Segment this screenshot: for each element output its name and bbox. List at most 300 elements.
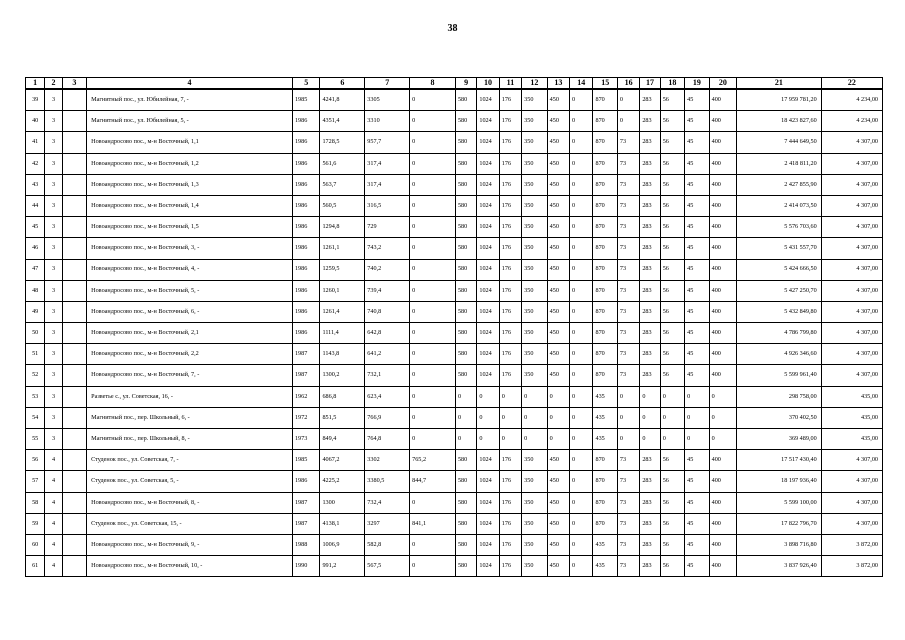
table-cell: 3 <box>45 280 62 301</box>
table-cell: 1024 <box>477 301 499 322</box>
table-cell: 450 <box>547 344 569 365</box>
table-cell: 0 <box>410 429 456 450</box>
table-cell: 4 307,00 <box>821 323 882 344</box>
table-cell: 870 <box>593 323 617 344</box>
address-cell: Новоандросово пос., м-н Восточный, 8, - <box>87 492 293 513</box>
table-cell: 46 <box>26 238 45 259</box>
table-cell: 0 <box>709 407 737 428</box>
table-cell: 1990 <box>292 556 320 577</box>
table-cell: 0 <box>660 386 684 407</box>
table-cell: 283 <box>640 280 660 301</box>
address-cell: Новоандросово пос., м-н Восточный, 1,5 <box>87 217 293 238</box>
table-cell: 43 <box>26 174 45 195</box>
table-cell: 45 <box>685 153 709 174</box>
table-cell: 0 <box>522 429 547 450</box>
table-cell: 1962 <box>292 386 320 407</box>
table-cell: 400 <box>709 195 737 216</box>
table-cell: 1986 <box>292 132 320 153</box>
table-cell: 0 <box>640 386 660 407</box>
table-cell: 0 <box>410 344 456 365</box>
table-row <box>26 407 883 428</box>
table-cell: 53 <box>26 386 45 407</box>
table-cell: 0 <box>410 365 456 386</box>
table-cell: 56 <box>660 513 684 534</box>
table-cell: 56 <box>660 280 684 301</box>
table-cell: 3 <box>45 386 62 407</box>
table-cell: 580 <box>455 217 476 238</box>
table-cell: 3 <box>45 217 62 238</box>
table-cell: 435 <box>593 407 617 428</box>
table-cell: 73 <box>617 132 639 153</box>
table-cell <box>62 153 86 174</box>
table-cell: 350 <box>522 492 547 513</box>
table-cell: 47 <box>26 259 45 280</box>
table-cell: 1294,8 <box>320 217 365 238</box>
table-cell: 851,5 <box>320 407 365 428</box>
table-cell: 73 <box>617 344 639 365</box>
table-cell: 3302 <box>365 450 410 471</box>
table-cell: 176 <box>499 513 521 534</box>
table-cell: 435 <box>593 386 617 407</box>
table-cell: 400 <box>709 280 737 301</box>
table-cell: 0 <box>685 407 709 428</box>
table-cell: 3 <box>45 238 62 259</box>
register-table <box>25 77 883 577</box>
table-cell: 0 <box>522 386 547 407</box>
table-cell: 732,4 <box>365 492 410 513</box>
table-cell: 0 <box>410 238 456 259</box>
address-cell: Новоандросово пос., м-н Восточный, 2,1 <box>87 323 293 344</box>
table-row <box>26 195 883 216</box>
table-cell: 56 <box>26 450 45 471</box>
table-cell: 870 <box>593 238 617 259</box>
table-cell: 17 822 796,70 <box>737 513 822 534</box>
table-cell: 0 <box>410 259 456 280</box>
table-cell: 580 <box>455 492 476 513</box>
table-cell: 3 <box>45 259 62 280</box>
table-cell: 283 <box>640 513 660 534</box>
table-row <box>26 153 883 174</box>
column-header: 6 <box>320 78 365 90</box>
table-cell: 350 <box>522 344 547 365</box>
table-cell: 870 <box>593 492 617 513</box>
table-cell: 1024 <box>477 365 499 386</box>
table-cell: 4 307,00 <box>821 153 882 174</box>
table-cell: 176 <box>499 365 521 386</box>
table-cell: 350 <box>522 153 547 174</box>
table-cell <box>62 407 86 428</box>
table-cell: 350 <box>522 89 547 111</box>
table-cell: 3 <box>45 323 62 344</box>
table-cell: 283 <box>640 174 660 195</box>
table-cell: 400 <box>709 513 737 534</box>
column-header: 2 <box>45 78 62 90</box>
table-cell: 4 <box>45 450 62 471</box>
table-cell: 350 <box>522 259 547 280</box>
table-cell: 0 <box>477 386 499 407</box>
table-cell: 450 <box>547 450 569 471</box>
address-cell: Студенок пос., ул. Советская, 7, - <box>87 450 293 471</box>
table-cell: 54 <box>26 407 45 428</box>
table-cell: 176 <box>499 259 521 280</box>
table-cell: 1261,4 <box>320 301 365 322</box>
table-cell: 1143,8 <box>320 344 365 365</box>
table-cell: 870 <box>593 513 617 534</box>
table-cell: 0 <box>570 556 593 577</box>
table-cell: 176 <box>499 217 521 238</box>
table-row <box>26 513 883 534</box>
table-cell: 4 307,00 <box>821 301 882 322</box>
table-cell: 45 <box>685 89 709 111</box>
table-cell: 1986 <box>292 301 320 322</box>
table-cell: 45 <box>685 492 709 513</box>
table-cell: 42 <box>26 153 45 174</box>
table-cell: 56 <box>660 259 684 280</box>
table-cell <box>62 471 86 492</box>
table-cell: 18 197 936,40 <box>737 471 822 492</box>
table-cell: 0 <box>617 429 639 450</box>
table-cell: 4 307,00 <box>821 280 882 301</box>
table-cell: 0 <box>455 386 476 407</box>
table-cell: 560,5 <box>320 195 365 216</box>
table-body <box>26 89 883 577</box>
table-cell: 0 <box>477 429 499 450</box>
table-cell: 1024 <box>477 153 499 174</box>
table-cell: 283 <box>640 259 660 280</box>
table-row <box>26 111 883 132</box>
table-cell: 0 <box>499 407 521 428</box>
table-cell: 4 <box>45 534 62 555</box>
address-cell: Магнитный пос., ул. Юбилейная, 5, - <box>87 111 293 132</box>
table-cell: 400 <box>709 323 737 344</box>
table-cell: 870 <box>593 259 617 280</box>
table-cell: 0 <box>410 280 456 301</box>
table-cell: 4 <box>45 513 62 534</box>
table-cell: 1986 <box>292 153 320 174</box>
table-cell: 686,8 <box>320 386 365 407</box>
table-cell: 739,4 <box>365 280 410 301</box>
table-cell: 870 <box>593 132 617 153</box>
table-cell: 435 <box>593 429 617 450</box>
table-cell: 400 <box>709 89 737 111</box>
column-header: 10 <box>477 78 499 90</box>
table-row <box>26 450 883 471</box>
table-cell: 450 <box>547 534 569 555</box>
table-cell: 1261,1 <box>320 238 365 259</box>
table-cell: 5 432 849,80 <box>737 301 822 322</box>
table-cell: 3380,5 <box>365 471 410 492</box>
table-cell: 4 <box>45 471 62 492</box>
table-cell <box>62 132 86 153</box>
table-cell: 60 <box>26 534 45 555</box>
table-cell: 1260,1 <box>320 280 365 301</box>
table-cell: 283 <box>640 153 660 174</box>
table-cell: 580 <box>455 111 476 132</box>
table-cell: 1987 <box>292 365 320 386</box>
table-cell: 3 898 716,80 <box>737 534 822 555</box>
table-cell: 73 <box>617 534 639 555</box>
table-cell <box>62 344 86 365</box>
table-cell: 0 <box>410 386 456 407</box>
table-cell: 450 <box>547 238 569 259</box>
table-cell: 73 <box>617 238 639 259</box>
table-cell: 73 <box>617 280 639 301</box>
table-cell: 350 <box>522 301 547 322</box>
table-cell: 56 <box>660 344 684 365</box>
table-cell: 567,5 <box>365 556 410 577</box>
table-cell <box>62 259 86 280</box>
table-cell: 283 <box>640 365 660 386</box>
table-cell: 176 <box>499 174 521 195</box>
table-cell: 2 427 855,90 <box>737 174 822 195</box>
table-cell: 73 <box>617 556 639 577</box>
table-cell: 45 <box>685 365 709 386</box>
table-cell: 73 <box>617 513 639 534</box>
table-cell: 4 307,00 <box>821 132 882 153</box>
column-header: 21 <box>737 78 822 90</box>
table-cell <box>62 301 86 322</box>
table-row <box>26 556 883 577</box>
table-cell: 400 <box>709 471 737 492</box>
table-cell: 56 <box>660 365 684 386</box>
table-cell: 1024 <box>477 132 499 153</box>
table-cell: 400 <box>709 217 737 238</box>
table-cell: 400 <box>709 365 737 386</box>
table-cell: 580 <box>455 132 476 153</box>
table-cell: 283 <box>640 217 660 238</box>
table-cell: 350 <box>522 111 547 132</box>
table-row <box>26 344 883 365</box>
table-cell: 56 <box>660 534 684 555</box>
table-cell: 17 517 430,40 <box>737 450 822 471</box>
table-cell: 45 <box>685 471 709 492</box>
table-cell: 45 <box>685 513 709 534</box>
table-cell: 48 <box>26 280 45 301</box>
table-cell: 3 <box>45 174 62 195</box>
table-cell: 1986 <box>292 174 320 195</box>
table-cell <box>62 111 86 132</box>
table-cell: 176 <box>499 556 521 577</box>
table-cell: 0 <box>477 407 499 428</box>
table-cell: 0 <box>570 132 593 153</box>
table-cell: 0 <box>617 111 639 132</box>
address-cell: Магнитный пос., пер. Школьный, 6, - <box>87 407 293 428</box>
column-header: 5 <box>292 78 320 90</box>
table-cell: 450 <box>547 132 569 153</box>
table-cell: 0 <box>547 429 569 450</box>
table-cell: 283 <box>640 132 660 153</box>
table-cell: 50 <box>26 323 45 344</box>
table-cell: 1024 <box>477 513 499 534</box>
table-cell: 1986 <box>292 280 320 301</box>
table-cell: 56 <box>660 238 684 259</box>
table-cell: 435,00 <box>821 429 882 450</box>
table-cell: 1024 <box>477 280 499 301</box>
table-cell: 2 414 073,50 <box>737 195 822 216</box>
table-row <box>26 492 883 513</box>
table-cell: 870 <box>593 174 617 195</box>
table-cell: 45 <box>685 132 709 153</box>
table-cell: 350 <box>522 238 547 259</box>
table-cell: 350 <box>522 365 547 386</box>
table-cell: 642,8 <box>365 323 410 344</box>
table-cell: 56 <box>660 492 684 513</box>
address-cell: Новоандросово пос., м-н Восточный, 1,4 <box>87 195 293 216</box>
table-cell: 765,2 <box>410 450 456 471</box>
table-cell: 870 <box>593 365 617 386</box>
table-cell: 1987 <box>292 344 320 365</box>
table-cell: 0 <box>410 132 456 153</box>
table-cell: 0 <box>570 534 593 555</box>
table-cell: 3310 <box>365 111 410 132</box>
table-cell: 45 <box>685 301 709 322</box>
table-cell: 176 <box>499 195 521 216</box>
table-cell: 5 576 703,60 <box>737 217 822 238</box>
address-cell: Новоандросово пос., м-н Восточный, 6, - <box>87 301 293 322</box>
table-cell: 0 <box>617 386 639 407</box>
table-cell: 870 <box>593 217 617 238</box>
table-cell: 0 <box>455 407 476 428</box>
table-cell: 580 <box>455 89 476 111</box>
table-cell: 580 <box>455 238 476 259</box>
table-cell: 283 <box>640 89 660 111</box>
table-cell: 1986 <box>292 259 320 280</box>
table-cell: 1986 <box>292 238 320 259</box>
address-cell: Новоандросово пос., м-н Восточный, 2,2 <box>87 344 293 365</box>
table-cell: 563,7 <box>320 174 365 195</box>
table-cell: 764,8 <box>365 429 410 450</box>
table-cell: 4241,8 <box>320 89 365 111</box>
table-row <box>26 429 883 450</box>
table-cell: 1024 <box>477 492 499 513</box>
table-cell: 316,5 <box>365 195 410 216</box>
table-cell: 580 <box>455 513 476 534</box>
table-cell: 1972 <box>292 407 320 428</box>
table-cell: 350 <box>522 323 547 344</box>
table-cell: 580 <box>455 534 476 555</box>
table-cell: 4067,2 <box>320 450 365 471</box>
table-cell: 1987 <box>292 492 320 513</box>
table-cell: 0 <box>617 89 639 111</box>
table-cell: 400 <box>709 174 737 195</box>
table-cell: 45 <box>685 556 709 577</box>
table-cell: 0 <box>570 217 593 238</box>
table-cell: 450 <box>547 195 569 216</box>
table-cell: 1024 <box>477 534 499 555</box>
table-cell: 176 <box>499 301 521 322</box>
table-cell: 580 <box>455 301 476 322</box>
table-cell: 870 <box>593 153 617 174</box>
table-cell: 283 <box>640 111 660 132</box>
table-cell: 0 <box>410 153 456 174</box>
table-cell: 3 <box>45 89 62 111</box>
table-cell: 51 <box>26 344 45 365</box>
table-cell: 5 431 557,70 <box>737 238 822 259</box>
table-cell: 1024 <box>477 323 499 344</box>
table-cell: 283 <box>640 556 660 577</box>
column-header: 4 <box>87 78 293 90</box>
table-cell: 870 <box>593 195 617 216</box>
table-cell: 580 <box>455 280 476 301</box>
table-cell <box>62 174 86 195</box>
table-cell: 56 <box>660 111 684 132</box>
table-cell: 45 <box>685 174 709 195</box>
table-cell: 4 926 346,60 <box>737 344 822 365</box>
table-cell <box>62 365 86 386</box>
table-cell: 0 <box>570 429 593 450</box>
table-row <box>26 534 883 555</box>
table-cell: 0 <box>570 323 593 344</box>
table-cell: 73 <box>617 323 639 344</box>
table-cell: 400 <box>709 132 737 153</box>
table-cell: 73 <box>617 301 639 322</box>
table-cell: 369 489,00 <box>737 429 822 450</box>
table-cell: 4 307,00 <box>821 365 882 386</box>
column-header: 3 <box>62 78 86 90</box>
table-cell: 4 <box>45 556 62 577</box>
table-cell: 450 <box>547 153 569 174</box>
table-cell: 4 307,00 <box>821 259 882 280</box>
table-cell: 350 <box>522 132 547 153</box>
table-cell: 0 <box>570 259 593 280</box>
table-cell: 0 <box>570 344 593 365</box>
table-header-row <box>26 78 883 90</box>
column-header: 12 <box>522 78 547 90</box>
table-row <box>26 471 883 492</box>
table-cell: 45 <box>685 259 709 280</box>
table-cell <box>62 513 86 534</box>
table-cell: 5 424 666,50 <box>737 259 822 280</box>
table-cell: 176 <box>499 323 521 344</box>
table-cell: 350 <box>522 556 547 577</box>
table-cell <box>62 450 86 471</box>
table-cell: 56 <box>660 89 684 111</box>
table-cell: 45 <box>685 280 709 301</box>
table-cell <box>62 195 86 216</box>
table-cell: 0 <box>499 429 521 450</box>
table-cell: 4 307,00 <box>821 344 882 365</box>
table-cell: 45 <box>685 111 709 132</box>
table-cell: 623,4 <box>365 386 410 407</box>
table-cell: 350 <box>522 195 547 216</box>
table-cell: 0 <box>570 450 593 471</box>
table-cell: 0 <box>410 407 456 428</box>
table-cell: 176 <box>499 89 521 111</box>
table-cell: 641,2 <box>365 344 410 365</box>
table-cell: 435 <box>593 556 617 577</box>
column-header: 19 <box>685 78 709 90</box>
table-cell: 176 <box>499 238 521 259</box>
table-cell: 56 <box>660 450 684 471</box>
table-cell: 3 <box>45 153 62 174</box>
table-cell: 400 <box>709 534 737 555</box>
table-cell: 0 <box>410 111 456 132</box>
table-cell: 18 423 827,60 <box>737 111 822 132</box>
table-cell: 73 <box>617 217 639 238</box>
table-cell: 0 <box>410 195 456 216</box>
page-number: 38 <box>447 23 458 34</box>
table-cell: 176 <box>499 534 521 555</box>
table-cell: 580 <box>455 259 476 280</box>
table-cell: 45 <box>685 344 709 365</box>
table-cell: 0 <box>410 301 456 322</box>
table-row <box>26 365 883 386</box>
address-cell: Магнитный пос., ул. Юбилейная, 7, - <box>87 89 293 111</box>
column-header: 15 <box>593 78 617 90</box>
table-row <box>26 238 883 259</box>
table-cell: 400 <box>709 238 737 259</box>
table-cell: 0 <box>570 407 593 428</box>
